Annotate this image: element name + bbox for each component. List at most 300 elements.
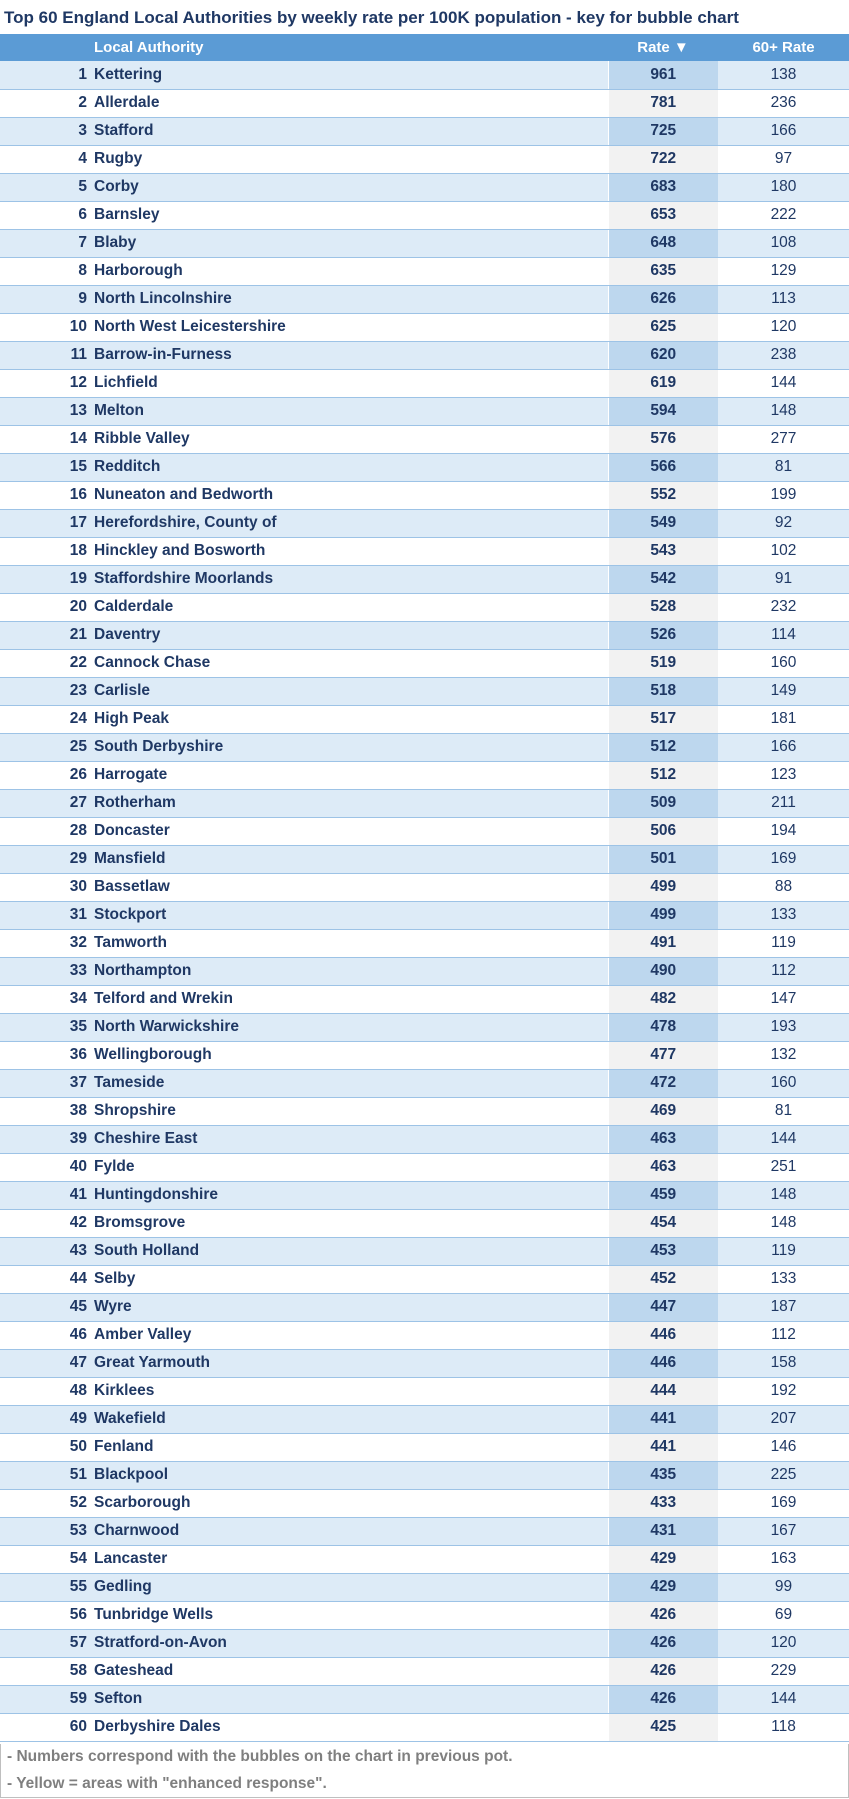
row-rank: 43 bbox=[69, 1242, 87, 1259]
row-rank: 31 bbox=[69, 906, 87, 923]
cell-local-authority bbox=[0, 201, 608, 229]
cell-60-plus-rate: 113 bbox=[718, 285, 849, 313]
row-rank: 12 bbox=[69, 374, 87, 391]
authority-name: Lancaster bbox=[94, 1550, 168, 1567]
table-row[interactable] bbox=[0, 117, 849, 145]
cell-local-authority bbox=[0, 565, 608, 593]
cell-rate: 620 bbox=[608, 341, 718, 369]
table-row[interactable] bbox=[0, 1629, 849, 1657]
row-rank: 37 bbox=[69, 1074, 87, 1091]
authority-name: Calderdale bbox=[94, 598, 174, 615]
row-rank: 15 bbox=[69, 458, 87, 475]
cell-local-authority bbox=[0, 1545, 608, 1573]
table-row[interactable] bbox=[0, 845, 849, 873]
row-rank: 13 bbox=[69, 402, 87, 419]
authority-name: Melton bbox=[94, 402, 144, 419]
table-row[interactable] bbox=[0, 1237, 849, 1265]
authority-name: Sefton bbox=[94, 1690, 143, 1707]
cell-rate: 463 bbox=[608, 1153, 718, 1181]
cell-local-authority bbox=[0, 1713, 608, 1741]
row-rank: 14 bbox=[69, 430, 87, 447]
cell-rate: 683 bbox=[608, 173, 718, 201]
cell-60-plus-rate: 97 bbox=[718, 145, 849, 173]
table-row[interactable] bbox=[0, 1377, 849, 1405]
cell-60-plus-rate: 133 bbox=[718, 901, 849, 929]
cell-60-plus-rate: 91 bbox=[718, 565, 849, 593]
authority-name: North Warwickshire bbox=[94, 1018, 239, 1035]
cell-local-authority bbox=[0, 705, 608, 733]
row-rank: 53 bbox=[69, 1522, 87, 1539]
authority-name: Huntingdonshire bbox=[94, 1186, 218, 1203]
cell-60-plus-rate: 148 bbox=[718, 1181, 849, 1209]
cell-60-plus-rate: 181 bbox=[718, 705, 849, 733]
cell-local-authority bbox=[0, 1181, 608, 1209]
cell-rate: 441 bbox=[608, 1405, 718, 1433]
table-row[interactable] bbox=[0, 1461, 849, 1489]
cell-60-plus-rate: 112 bbox=[718, 1321, 849, 1349]
cell-60-plus-rate: 163 bbox=[718, 1545, 849, 1573]
cell-local-authority bbox=[0, 985, 608, 1013]
cell-rate: 441 bbox=[608, 1433, 718, 1461]
cell-local-authority bbox=[0, 89, 608, 117]
authority-name: Northampton bbox=[94, 962, 192, 979]
authority-name: Rotherham bbox=[94, 794, 176, 811]
row-rank: 26 bbox=[69, 766, 87, 783]
authority-name: Corby bbox=[94, 178, 139, 195]
cell-local-authority bbox=[0, 761, 608, 789]
table-row[interactable] bbox=[0, 957, 849, 985]
cell-local-authority bbox=[0, 1377, 608, 1405]
cell-rate: 781 bbox=[608, 89, 718, 117]
cell-60-plus-rate: 114 bbox=[718, 621, 849, 649]
cell-rate: 501 bbox=[608, 845, 718, 873]
row-rank: 28 bbox=[69, 822, 87, 839]
table-row[interactable] bbox=[0, 1293, 849, 1321]
table-row[interactable] bbox=[0, 229, 849, 257]
table-row[interactable] bbox=[0, 705, 849, 733]
cell-60-plus-rate: 144 bbox=[718, 1685, 849, 1713]
row-rank: 57 bbox=[69, 1634, 87, 1651]
cell-60-plus-rate: 147 bbox=[718, 985, 849, 1013]
cell-60-plus-rate: 192 bbox=[718, 1377, 849, 1405]
cell-local-authority bbox=[0, 1349, 608, 1377]
table-row[interactable] bbox=[0, 1545, 849, 1573]
header-row bbox=[0, 34, 849, 61]
authority-name: Harborough bbox=[94, 262, 183, 279]
cell-60-plus-rate: 92 bbox=[718, 509, 849, 537]
cell-local-authority bbox=[0, 145, 608, 173]
authority-name: Doncaster bbox=[94, 822, 170, 839]
cell-60-plus-rate: 129 bbox=[718, 257, 849, 285]
cell-rate: 526 bbox=[608, 621, 718, 649]
cell-local-authority bbox=[0, 1573, 608, 1601]
cell-rate: 625 bbox=[608, 313, 718, 341]
cell-60-plus-rate: 229 bbox=[718, 1657, 849, 1685]
row-rank: 48 bbox=[69, 1382, 87, 1399]
table-row[interactable] bbox=[0, 1013, 849, 1041]
table-row[interactable] bbox=[0, 173, 849, 201]
authority-name: Gateshead bbox=[94, 1662, 174, 1679]
table-row[interactable] bbox=[0, 1097, 849, 1125]
cell-60-plus-rate: 160 bbox=[718, 649, 849, 677]
row-rank: 30 bbox=[69, 878, 87, 895]
table-row[interactable] bbox=[0, 649, 849, 677]
cell-60-plus-rate: 102 bbox=[718, 537, 849, 565]
row-rank: 59 bbox=[69, 1690, 87, 1707]
cell-rate: 491 bbox=[608, 929, 718, 957]
page-title: Top 60 England Local Authorities by weekly rate per 100K population - key for bubble chart bbox=[4, 8, 739, 27]
row-rank: 9 bbox=[78, 290, 87, 307]
table-row[interactable] bbox=[0, 985, 849, 1013]
table-row[interactable] bbox=[0, 285, 849, 313]
table-row[interactable] bbox=[0, 593, 849, 621]
cell-rate: 472 bbox=[608, 1069, 718, 1097]
cell-rate: 426 bbox=[608, 1601, 718, 1629]
cell-60-plus-rate: 132 bbox=[718, 1041, 849, 1069]
cell-rate: 425 bbox=[608, 1713, 718, 1741]
table-row[interactable] bbox=[0, 1209, 849, 1237]
row-rank: 3 bbox=[78, 122, 87, 139]
table-row[interactable] bbox=[0, 621, 849, 649]
row-rank: 6 bbox=[78, 206, 87, 223]
table-row[interactable] bbox=[0, 1069, 849, 1097]
table-row[interactable] bbox=[0, 1685, 849, 1713]
authority-name: Lichfield bbox=[94, 374, 158, 391]
authority-name: Derbyshire Dales bbox=[94, 1718, 221, 1735]
authority-name: Tunbridge Wells bbox=[94, 1606, 214, 1623]
cell-rate: 519 bbox=[608, 649, 718, 677]
cell-rate: 543 bbox=[608, 537, 718, 565]
table-row[interactable] bbox=[0, 145, 849, 173]
row-rank: 16 bbox=[69, 486, 87, 503]
cell-60-plus-rate: 144 bbox=[718, 369, 849, 397]
table-row[interactable] bbox=[0, 341, 849, 369]
row-rank: 10 bbox=[69, 318, 87, 335]
cell-local-authority bbox=[0, 537, 608, 565]
authority-name: Staffordshire Moorlands bbox=[94, 570, 274, 587]
cell-rate: 453 bbox=[608, 1237, 718, 1265]
cell-local-authority bbox=[0, 1097, 608, 1125]
table-row[interactable] bbox=[0, 1349, 849, 1377]
authority-name: Tamworth bbox=[94, 934, 167, 951]
authority-name: Carlisle bbox=[94, 682, 151, 699]
authority-name: Cannock Chase bbox=[94, 654, 211, 671]
cell-rate: 463 bbox=[608, 1125, 718, 1153]
cell-local-authority bbox=[0, 677, 608, 705]
table-row[interactable] bbox=[0, 1433, 849, 1461]
table-row[interactable] bbox=[0, 453, 849, 481]
table-row[interactable] bbox=[0, 1153, 849, 1181]
cell-rate: 566 bbox=[608, 453, 718, 481]
table-row[interactable] bbox=[0, 369, 849, 397]
cell-local-authority bbox=[0, 845, 608, 873]
table-row[interactable] bbox=[0, 1517, 849, 1545]
cell-rate: 429 bbox=[608, 1545, 718, 1573]
cell-60-plus-rate: 160 bbox=[718, 1069, 849, 1097]
cell-rate: 444 bbox=[608, 1377, 718, 1405]
cell-local-authority bbox=[0, 1517, 608, 1545]
row-rank: 32 bbox=[69, 934, 87, 951]
cell-local-authority bbox=[0, 481, 608, 509]
footnote-bubble-numbers: - Numbers correspond with the bubbles on the chart in previous pot. bbox=[7, 1748, 513, 1765]
cell-60-plus-rate: 69 bbox=[718, 1601, 849, 1629]
row-rank: 5 bbox=[78, 178, 87, 195]
cell-local-authority bbox=[0, 285, 608, 313]
row-rank: 55 bbox=[69, 1578, 87, 1595]
table-row[interactable] bbox=[0, 313, 849, 341]
cell-local-authority bbox=[0, 117, 608, 145]
row-rank: 51 bbox=[69, 1466, 87, 1483]
cell-60-plus-rate: 81 bbox=[718, 1097, 849, 1125]
row-rank: 18 bbox=[69, 542, 87, 559]
cell-60-plus-rate: 148 bbox=[718, 1209, 849, 1237]
cell-60-plus-rate: 123 bbox=[718, 761, 849, 789]
cell-60-plus-rate: 180 bbox=[718, 173, 849, 201]
table-row[interactable] bbox=[0, 89, 849, 117]
cell-rate: 626 bbox=[608, 285, 718, 313]
authority-name: Barnsley bbox=[94, 206, 160, 223]
cell-rate: 431 bbox=[608, 1517, 718, 1545]
row-rank: 27 bbox=[69, 794, 87, 811]
row-rank: 41 bbox=[69, 1186, 87, 1203]
table-row[interactable] bbox=[0, 61, 849, 89]
authority-name: Fenland bbox=[94, 1438, 154, 1455]
table-row[interactable] bbox=[0, 733, 849, 761]
cell-local-authority bbox=[0, 1321, 608, 1349]
table-row[interactable] bbox=[0, 677, 849, 705]
cell-60-plus-rate: 169 bbox=[718, 845, 849, 873]
authority-name: Fylde bbox=[94, 1158, 135, 1175]
column-header-local-authority[interactable]: Local Authority bbox=[94, 39, 204, 56]
authority-name: Daventry bbox=[94, 626, 161, 643]
cell-local-authority bbox=[0, 817, 608, 845]
authority-name: Shropshire bbox=[94, 1102, 176, 1119]
cell-local-authority bbox=[0, 957, 608, 985]
row-rank: 39 bbox=[69, 1130, 87, 1147]
table-row[interactable] bbox=[0, 257, 849, 285]
cell-local-authority bbox=[0, 1153, 608, 1181]
cell-local-authority bbox=[0, 1041, 608, 1069]
table-header bbox=[0, 34, 849, 61]
authority-name: Harrogate bbox=[94, 766, 168, 783]
row-rank: 17 bbox=[69, 514, 87, 531]
cell-local-authority bbox=[0, 1125, 608, 1153]
table-row[interactable] bbox=[0, 1041, 849, 1069]
cell-60-plus-rate: 251 bbox=[718, 1153, 849, 1181]
row-rank: 33 bbox=[69, 962, 87, 979]
cell-rate: 635 bbox=[608, 257, 718, 285]
cell-60-plus-rate: 88 bbox=[718, 873, 849, 901]
cell-rate: 512 bbox=[608, 761, 718, 789]
authority-name: Allerdale bbox=[94, 94, 160, 111]
table-row[interactable] bbox=[0, 1405, 849, 1433]
authority-name: Cheshire East bbox=[94, 1130, 198, 1147]
row-rank: 21 bbox=[69, 626, 87, 643]
authority-name: North Lincolnshire bbox=[94, 290, 232, 307]
table-row[interactable] bbox=[0, 1489, 849, 1517]
table-row[interactable] bbox=[0, 509, 849, 537]
table-row[interactable] bbox=[0, 537, 849, 565]
row-rank: 44 bbox=[69, 1270, 87, 1287]
authority-name: North West Leicestershire bbox=[94, 318, 286, 335]
cell-local-authority bbox=[0, 873, 608, 901]
cell-rate: 509 bbox=[608, 789, 718, 817]
row-rank: 52 bbox=[69, 1494, 87, 1511]
table-row[interactable] bbox=[0, 1125, 849, 1153]
cell-local-authority bbox=[0, 61, 608, 89]
table-row[interactable] bbox=[0, 789, 849, 817]
authority-name: Wakefield bbox=[94, 1410, 166, 1427]
cell-60-plus-rate: 112 bbox=[718, 957, 849, 985]
table-row[interactable] bbox=[0, 1713, 849, 1741]
cell-rate: 426 bbox=[608, 1629, 718, 1657]
cell-rate: 653 bbox=[608, 201, 718, 229]
cell-rate: 477 bbox=[608, 1041, 718, 1069]
row-rank: 2 bbox=[78, 94, 87, 111]
authority-name: Scarborough bbox=[94, 1494, 191, 1511]
cell-rate: 459 bbox=[608, 1181, 718, 1209]
authority-name: Rugby bbox=[94, 150, 143, 167]
table-row[interactable] bbox=[0, 873, 849, 901]
table-row[interactable] bbox=[0, 397, 849, 425]
row-rank: 47 bbox=[69, 1354, 87, 1371]
cell-60-plus-rate: 146 bbox=[718, 1433, 849, 1461]
row-rank: 56 bbox=[69, 1606, 87, 1623]
table-row[interactable] bbox=[0, 201, 849, 229]
cell-rate: 517 bbox=[608, 705, 718, 733]
table-row[interactable] bbox=[0, 817, 849, 845]
row-rank: 58 bbox=[69, 1662, 87, 1679]
authority-name: Kettering bbox=[94, 65, 163, 83]
cell-60-plus-rate: 81 bbox=[718, 453, 849, 481]
cell-rate: 478 bbox=[608, 1013, 718, 1041]
cell-rate: 506 bbox=[608, 817, 718, 845]
cell-local-authority bbox=[0, 1265, 608, 1293]
cell-rate: 576 bbox=[608, 425, 718, 453]
table-row[interactable] bbox=[0, 425, 849, 453]
row-rank: 45 bbox=[69, 1298, 87, 1315]
authority-name: Blaby bbox=[94, 234, 137, 251]
authority-name: Mansfield bbox=[94, 850, 166, 867]
cell-rate: 426 bbox=[608, 1685, 718, 1713]
cell-rate: 429 bbox=[608, 1573, 718, 1601]
authority-name: Wyre bbox=[94, 1298, 132, 1315]
cell-local-authority bbox=[0, 1209, 608, 1237]
cell-60-plus-rate: 118 bbox=[718, 1713, 849, 1741]
cell-60-plus-rate: 225 bbox=[718, 1461, 849, 1489]
table-row[interactable] bbox=[0, 929, 849, 957]
column-header-rate-sorted-desc[interactable]: Rate ▼ bbox=[637, 39, 689, 56]
row-rank: 11 bbox=[70, 346, 87, 363]
row-rank: 35 bbox=[69, 1018, 87, 1035]
authority-name: Hinckley and Bosworth bbox=[94, 542, 266, 559]
authority-name: South Derbyshire bbox=[94, 738, 224, 755]
cell-60-plus-rate: 207 bbox=[718, 1405, 849, 1433]
authority-name: Bassetlaw bbox=[94, 878, 170, 895]
cell-rate: 446 bbox=[608, 1321, 718, 1349]
row-rank: 22 bbox=[69, 654, 87, 671]
cell-local-authority bbox=[0, 1433, 608, 1461]
row-rank: 34 bbox=[69, 990, 87, 1007]
row-rank: 60 bbox=[69, 1718, 87, 1735]
row-rank: 54 bbox=[69, 1550, 87, 1567]
cell-60-plus-rate: 199 bbox=[718, 481, 849, 509]
cell-local-authority bbox=[0, 397, 608, 425]
table-row[interactable] bbox=[0, 1265, 849, 1293]
authority-name: Barrow-in-Furness bbox=[94, 346, 232, 363]
cell-60-plus-rate: 120 bbox=[718, 313, 849, 341]
cell-60-plus-rate: 166 bbox=[718, 117, 849, 145]
cell-rate: 549 bbox=[608, 509, 718, 537]
cell-local-authority bbox=[0, 509, 608, 537]
cell-60-plus-rate: 238 bbox=[718, 341, 849, 369]
cell-local-authority bbox=[0, 369, 608, 397]
authorities-table bbox=[0, 34, 849, 1742]
cell-local-authority bbox=[0, 1629, 608, 1657]
authority-name: Stratford-on-Avon bbox=[94, 1634, 227, 1651]
cell-60-plus-rate: 119 bbox=[718, 929, 849, 957]
cell-local-authority bbox=[0, 901, 608, 929]
row-rank: 20 bbox=[69, 598, 87, 615]
cell-rate: 490 bbox=[608, 957, 718, 985]
cell-local-authority bbox=[0, 789, 608, 817]
table-row[interactable] bbox=[0, 481, 849, 509]
row-rank: 25 bbox=[69, 738, 87, 755]
cell-rate: 552 bbox=[608, 481, 718, 509]
cell-local-authority bbox=[0, 1461, 608, 1489]
cell-rate: 446 bbox=[608, 1349, 718, 1377]
table-row[interactable] bbox=[0, 1657, 849, 1685]
table-row[interactable] bbox=[0, 1601, 849, 1629]
authority-name: Telford and Wrekin bbox=[94, 990, 233, 1007]
table-row[interactable] bbox=[0, 1321, 849, 1349]
authority-name: Stafford bbox=[94, 122, 154, 139]
row-rank: 49 bbox=[69, 1410, 87, 1427]
authority-name: Nuneaton and Bedworth bbox=[94, 486, 274, 503]
footnote-yellow-legend: - Yellow = areas with "enhanced response". bbox=[7, 1775, 327, 1792]
table-row[interactable] bbox=[0, 1181, 849, 1209]
cell-60-plus-rate: 167 bbox=[718, 1517, 849, 1545]
row-rank: 23 bbox=[69, 682, 87, 699]
authority-name: Wellingborough bbox=[94, 1046, 212, 1063]
cell-rate: 961 bbox=[608, 61, 718, 89]
cell-60-plus-rate: 211 bbox=[718, 789, 849, 817]
authority-name: Stockport bbox=[94, 906, 167, 923]
cell-local-authority bbox=[0, 1237, 608, 1265]
row-rank: 8 bbox=[78, 262, 87, 279]
authority-name: Herefordshire, County of bbox=[94, 514, 277, 531]
table-row[interactable] bbox=[0, 901, 849, 929]
row-rank: 29 bbox=[69, 850, 87, 867]
row-rank: 50 bbox=[69, 1438, 87, 1455]
cell-60-plus-rate: 149 bbox=[718, 677, 849, 705]
authority-name: High Peak bbox=[94, 710, 169, 727]
cell-rate: 499 bbox=[608, 901, 718, 929]
table-row[interactable] bbox=[0, 565, 849, 593]
table-row[interactable] bbox=[0, 1573, 849, 1601]
cell-local-authority bbox=[0, 621, 608, 649]
cell-local-authority bbox=[0, 929, 608, 957]
table-row[interactable] bbox=[0, 761, 849, 789]
column-header-60-plus-rate[interactable]: 60+ Rate bbox=[752, 39, 815, 56]
cell-local-authority bbox=[0, 173, 608, 201]
authority-name: Tameside bbox=[94, 1074, 165, 1091]
cell-rate: 452 bbox=[608, 1265, 718, 1293]
cell-local-authority bbox=[0, 1013, 608, 1041]
cell-60-plus-rate: 99 bbox=[718, 1573, 849, 1601]
authority-name: Redditch bbox=[94, 458, 161, 475]
cell-local-authority bbox=[0, 1489, 608, 1517]
